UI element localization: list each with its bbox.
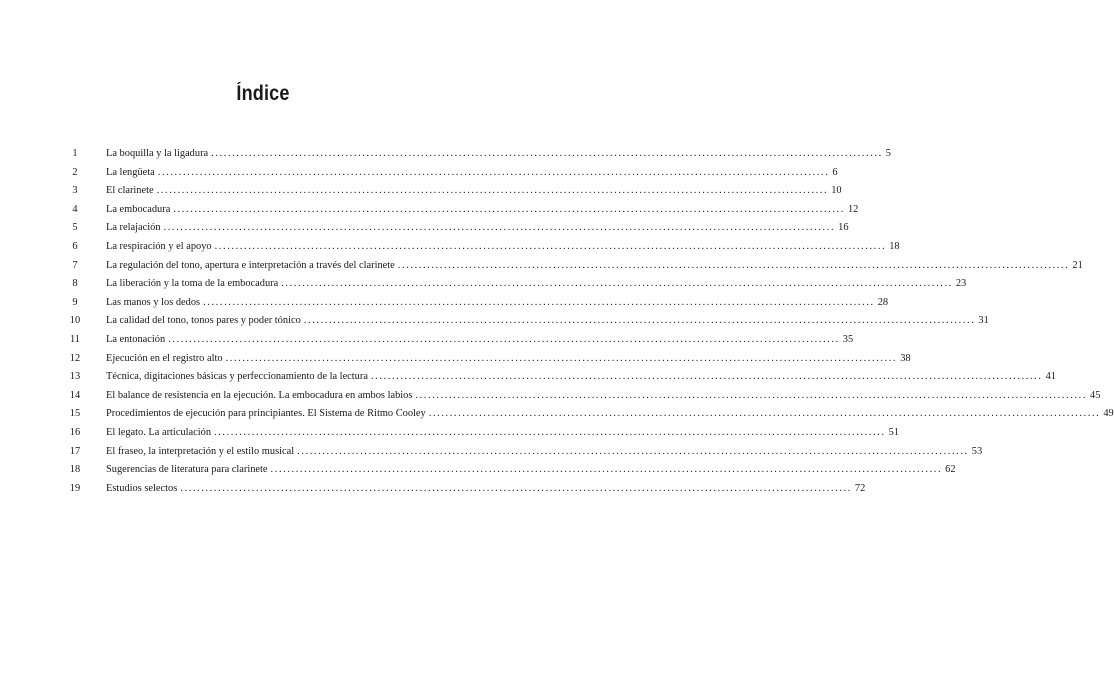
dot-leader: ................................................................................................................................................................ [303, 315, 976, 327]
dot-leader: ................................................................................................................................................................ [173, 203, 845, 215]
toc-entry-title: Procedimientos de ejecución para principiantes. El Sistema de Ritmo Cooley [106, 408, 426, 420]
toc-entry-line [106, 164, 838, 183]
toc-entry [0, 164, 838, 183]
toc-entry-title: El legato. La articulación [106, 426, 212, 438]
toc-entry-page: 51 [888, 426, 900, 438]
toc-entry-line [106, 480, 866, 499]
toc-entry-title: Técnica, digitaciones básicas y perfeccionamiento de la lectura [106, 371, 368, 383]
toc-entry-number: 8 [72, 278, 78, 290]
toc-entry [0, 405, 1114, 424]
dot-leader: ................................................................................................................................................................ [214, 426, 886, 438]
toc-entry-title: La boquilla y la ligadura [106, 148, 209, 159]
toc-entry-page: 41 [1045, 371, 1056, 383]
toc-entry-number: 19 [69, 482, 81, 494]
toc-entry-number: 2 [72, 166, 78, 178]
toc-entry-number: 5 [72, 222, 78, 234]
dot-leader: ................................................................................................................................................................ [156, 185, 829, 197]
toc-entry [0, 331, 854, 350]
toc-entry-page: 49 [1103, 408, 1114, 420]
toc-entry-number: 17 [69, 445, 81, 457]
toc-entry-line [106, 424, 900, 443]
toc-entry-title: La lengüeta [106, 166, 155, 178]
toc-entry-page: 38 [900, 352, 911, 364]
toc-entry [0, 219, 849, 238]
toc-entry-line [106, 219, 849, 238]
toc-entry-number: 14 [69, 389, 81, 401]
toc-entry-line [106, 145, 891, 164]
toc-entry-line [106, 461, 956, 480]
toc-entry [0, 312, 989, 331]
toc-entry [0, 257, 1083, 276]
toc-entry-number: 12 [69, 352, 81, 364]
toc-entry-number: 9 [72, 296, 78, 308]
toc-entry-number: 6 [72, 240, 78, 252]
toc-entry-title: La relajación [106, 222, 161, 234]
toc-entry [0, 182, 842, 201]
toc-entry-page: 23 [955, 278, 967, 290]
dot-leader: ................................................................................................................................................................ [203, 296, 875, 308]
toc-entry [0, 368, 1056, 387]
dot-leader: ................................................................................................................................................................ [157, 166, 830, 178]
toc-entry-line [106, 312, 989, 331]
toc-entry-page: 10 [831, 185, 842, 197]
toc-entry-line [106, 387, 1101, 406]
table-of-contents [0, 145, 1114, 498]
toc-entry-line [106, 238, 900, 257]
toc-entry-number: 3 [72, 185, 78, 197]
toc-entry-line [106, 201, 859, 220]
toc-entry-line [106, 275, 967, 294]
toc-entry-number: 16 [69, 426, 81, 438]
dot-leader: ................................................................................................................................................................ [180, 482, 852, 494]
toc-entry-page: 18 [889, 240, 900, 252]
toc-entry-number: 13 [69, 371, 81, 383]
toc-entry-title: Estudios selectos [106, 482, 178, 494]
toc-entry-number: 18 [69, 464, 81, 476]
dot-leader: ................................................................................................................................................................ [168, 333, 840, 345]
toc-entry-title: La regulación del tono, apertura e interpretación a través del clarinete [106, 259, 395, 271]
toc-entry-page: 45 [1090, 389, 1101, 401]
toc-entry-page: 31 [978, 315, 989, 327]
toc-entry-title: Sugerencias de literatura para clarinete [106, 464, 268, 476]
dot-leader: ................................................................................................................................................................ [225, 352, 898, 364]
toc-entry-number: 4 [72, 203, 78, 215]
toc-entry-number: 1 [72, 148, 78, 159]
toc-entry-line [106, 331, 854, 350]
toc-entry [0, 350, 911, 369]
toc-entry-line [106, 257, 1083, 276]
toc-entry [0, 424, 900, 443]
toc-entry-page: 35 [842, 333, 854, 345]
toc-entry [0, 294, 889, 313]
toc-entry-page: 6 [832, 166, 838, 178]
toc-entry [0, 145, 891, 164]
toc-entry-page: 12 [847, 203, 859, 215]
toc-entry-title: El clarinete [106, 185, 154, 197]
toc-entry-title: Las manos y los dedos [106, 296, 201, 308]
toc-entry-line [106, 182, 842, 201]
toc-entry-title: La respiración y el apoyo [106, 240, 212, 252]
toc-entry-page: 5 [885, 148, 891, 159]
dot-leader: ................................................................................................................................................................ [415, 389, 1088, 401]
toc-entry [0, 238, 900, 257]
toc-entry-line [106, 368, 1056, 387]
dot-leader: ................................................................................................................................................................ [270, 464, 943, 476]
toc-entry-page: 62 [945, 464, 956, 476]
toc-entry [0, 275, 967, 294]
toc-entry-number: 7 [72, 259, 78, 271]
toc-entry-number: 11 [69, 333, 80, 345]
toc-entry-title: El fraseo, la interpretación y el estilo musical [106, 445, 295, 457]
toc-entry-page: 72 [854, 482, 866, 494]
dot-leader: ................................................................................................................................................................ [214, 240, 887, 252]
toc-entry-page: 16 [838, 222, 849, 234]
dot-leader: ................................................................................................................................................................ [211, 148, 883, 159]
toc-entry-page: 21 [1072, 259, 1083, 271]
toc-entry-page: 53 [971, 445, 983, 457]
toc-entry-number: 10 [69, 315, 81, 327]
toc-entry [0, 461, 956, 480]
toc-entry-title: El balance de resistencia en la ejecución. La embocadura en ambos labios [106, 389, 413, 401]
toc-entry [0, 480, 866, 499]
toc-entry-line [106, 350, 911, 369]
dot-leader: ................................................................................................................................................................ [397, 259, 1070, 271]
dot-leader: ................................................................................................................................................................ [281, 278, 953, 290]
toc-entry-line [106, 294, 889, 313]
dot-leader: ................................................................................................................................................................ [163, 222, 836, 234]
dot-leader: ................................................................................................................................................................ [370, 371, 1043, 383]
toc-entry [0, 387, 1101, 406]
toc-entry-title: La calidad del tono, tonos pares y poder tónico [106, 315, 301, 327]
toc-entry-line [106, 405, 1114, 424]
toc-entry-line [106, 443, 983, 462]
page-title: Índice [236, 82, 290, 105]
toc-entry [0, 443, 983, 462]
toc-entry-title: La liberación y la toma de la embocadura [106, 278, 279, 290]
toc-entry-title: Ejecución en el registro alto [106, 352, 223, 364]
toc-entry-number: 15 [69, 408, 81, 420]
dot-leader: ................................................................................................................................................................ [428, 408, 1101, 420]
toc-entry-title: La entonación [106, 333, 166, 345]
toc-entry-page: 28 [877, 296, 889, 308]
toc-entry [0, 201, 859, 220]
toc-entry-title: La embocadura [106, 203, 171, 215]
dot-leader: ................................................................................................................................................................ [297, 445, 969, 457]
